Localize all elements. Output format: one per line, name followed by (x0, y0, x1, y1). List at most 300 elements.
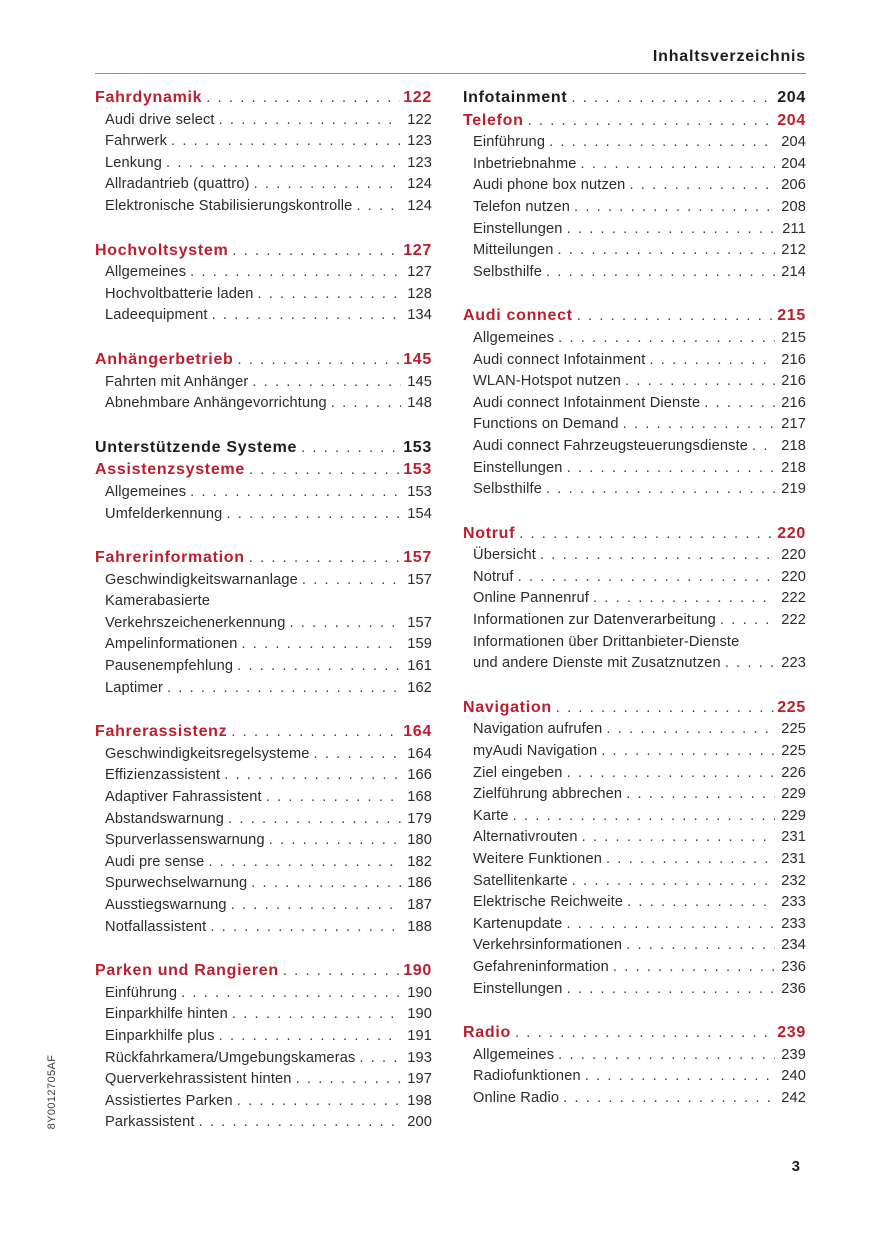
toc-section-title-row (95, 349, 432, 372)
document-part-number: 8Y0012705AF (46, 1054, 58, 1130)
toc-entry-page: 204 (777, 111, 806, 129)
toc-entry-label: Einstellungen (473, 220, 563, 237)
toc-entry-label: Einparkhilfe hinten (105, 1006, 228, 1023)
toc-section (95, 547, 432, 699)
dot-leader (720, 610, 775, 632)
toc-entry-label: Assistenzsysteme (95, 461, 245, 479)
dot-leader (704, 393, 775, 415)
toc-entry-row (463, 219, 806, 241)
toc-entry-label: Gefahreninformation (473, 958, 609, 975)
dot-leader (558, 1045, 775, 1067)
toc-entry-page: 122 (407, 111, 432, 128)
dot-leader (249, 460, 400, 482)
toc-entry-page: 236 (781, 980, 806, 997)
dot-leader (266, 787, 401, 809)
dot-leader (627, 892, 775, 914)
toc-entry-row (95, 305, 432, 327)
dot-leader (567, 458, 775, 480)
toc-entry-page: 197 (407, 1071, 432, 1088)
dot-leader (237, 1091, 401, 1113)
toc-entry-row (95, 873, 432, 895)
toc-entry-label: Einstellungen (473, 980, 563, 997)
toc-section (463, 1022, 806, 1109)
dot-leader (199, 1112, 401, 1134)
toc-entry-label: Online Pannenruf (473, 590, 589, 607)
toc-entry-label: Einparkhilfe plus (105, 1027, 215, 1044)
toc-entry-label: Radio (463, 1024, 511, 1042)
toc-entry-label: Ziel eingeben (473, 764, 563, 781)
toc-entry-row (463, 957, 806, 979)
toc-entry-page: 239 (781, 1046, 806, 1063)
toc-entry-page: 162 (407, 679, 432, 696)
toc-entry-page: 240 (781, 1068, 806, 1085)
toc-entry-page: 179 (407, 810, 432, 827)
dot-leader (567, 763, 775, 785)
toc-entry-row (95, 634, 432, 656)
toc-entry-page: 153 (407, 483, 432, 500)
toc-entry-page: 225 (777, 698, 806, 716)
dot-leader (626, 935, 775, 957)
toc-entry-row (463, 849, 806, 871)
toc-entry-label: Navigation (463, 698, 552, 716)
toc-entry-page: 134 (407, 307, 432, 324)
toc-entry-row (95, 196, 432, 218)
toc-entry-page: 218 (781, 437, 806, 454)
toc-entry-label: Fahrerassistenz (95, 723, 228, 741)
toc-entry-label: Ampelinformationen (105, 636, 238, 653)
toc-entry-row (95, 744, 432, 766)
toc-entry-page: 127 (407, 264, 432, 281)
toc-entry-label: Mitteilungen (473, 242, 554, 259)
toc-entry-row (95, 570, 432, 592)
dot-leader (563, 1088, 775, 1110)
toc-entry-row (463, 175, 806, 197)
toc-entry-row (463, 871, 806, 893)
toc-entry-row (463, 132, 806, 154)
toc-entry-page: 236 (781, 958, 806, 975)
toc-entry-page: 164 (407, 745, 432, 762)
toc-entry-label: Umfelderkennung (105, 505, 223, 522)
toc-entry-label: Unterstützende Systeme (95, 438, 298, 456)
toc-entry-label: Rückfahrkamera/Umgebungskameras (105, 1049, 356, 1066)
toc-entry-row (95, 1069, 432, 1091)
toc-entry-label: Einstellungen (473, 459, 563, 476)
toc-entry-row (95, 262, 432, 284)
toc-entry-row (95, 482, 432, 504)
toc-entry-label: Effizienzassistent (105, 767, 221, 784)
toc-entry-row (95, 613, 432, 635)
dot-leader (269, 830, 401, 852)
toc-entry-row (463, 154, 806, 176)
toc-entry-row (95, 284, 432, 306)
toc-entry-label: Lenkung (105, 154, 163, 171)
toc-entry-label: Kamerabasierte (105, 593, 211, 610)
toc-entry-label: Übersicht (473, 547, 536, 564)
toc-entry-label: Abstandswarnung (105, 810, 225, 827)
toc-entry-label: Kartenupdate (473, 915, 563, 932)
dot-leader (518, 567, 775, 589)
toc-entry-label: Inbetriebnahme (473, 155, 577, 172)
toc-entry-page: 218 (781, 459, 806, 476)
dot-leader (171, 131, 401, 153)
toc-entry-label: Radiofunktionen (473, 1068, 581, 1085)
toc-entry-row (463, 784, 806, 806)
toc-section (463, 697, 806, 1000)
toc-entry-page: 239 (777, 1024, 806, 1042)
toc-entry-page: 211 (782, 220, 806, 237)
toc-entry-label: Notfallassistent (105, 918, 207, 935)
toc-entry-row (463, 1088, 806, 1110)
toc-entry-label: Allradantrieb (quattro) (105, 176, 250, 193)
toc-entry-label: Selbsthilfe (473, 263, 542, 280)
toc-section-title-row (95, 459, 432, 482)
toc-entry-page: 204 (781, 134, 806, 151)
dot-leader (574, 197, 775, 219)
toc-entry-label: Allgemeines (473, 329, 555, 346)
toc-section-title-row (95, 547, 432, 570)
toc-entry-row (95, 765, 432, 787)
dot-leader (228, 809, 401, 831)
dot-leader (252, 372, 401, 394)
toc-entry-label: Audi connect Fahrzeugsteuerungsdienste (473, 437, 749, 454)
toc-entry-page: 229 (781, 786, 806, 803)
toc-entry-label: myAudi Navigation (473, 743, 598, 760)
toc-entry-page: 232 (781, 872, 806, 889)
dot-leader (190, 482, 401, 504)
dot-leader (359, 1048, 401, 1070)
toc-section-title-row (463, 523, 806, 546)
toc-entry-label: Fahrdynamik (95, 89, 203, 106)
toc-entry-label: Navigation aufrufen (473, 721, 603, 738)
toc-entry-page: 187 (407, 897, 432, 913)
toc-entry-label: Audi pre sense (105, 853, 205, 870)
toc-entry-page: 148 (407, 395, 432, 412)
toc-section-title-row (95, 437, 432, 460)
toc-entry-label: Alternativrouten (473, 829, 578, 846)
page-number: 3 (791, 1158, 800, 1175)
toc-entry-label: Informationen über Drittanbieter-Dienste (473, 633, 740, 650)
dot-leader (208, 852, 401, 874)
toc-section-title-row (463, 110, 806, 133)
toc-entry-page: 157 (403, 549, 432, 567)
toc-entry-label: Audi connect (463, 307, 573, 325)
toc-entry-label: Informationen zur Datenverarbeitung (473, 612, 716, 629)
toc-entry-label: Telefon (463, 111, 524, 129)
toc-entry-page: 186 (407, 875, 432, 892)
toc-entry-page: 180 (407, 832, 432, 849)
toc-entry-row (95, 852, 432, 874)
toc-entry-row (463, 1066, 806, 1088)
dot-leader (540, 545, 775, 567)
toc-entry-label: Allgemeines (105, 264, 187, 281)
toc-entry-page: 153 (403, 461, 432, 479)
toc-entry-row (463, 567, 806, 589)
toc-entry-page: 182 (407, 853, 432, 870)
toc-entry-page: 122 (403, 89, 432, 106)
dot-leader (296, 1069, 401, 1091)
toc-entry-page: 242 (781, 1089, 806, 1106)
dot-leader (251, 873, 401, 895)
toc-entry-page: 220 (781, 547, 806, 564)
toc-entry-row (463, 479, 806, 501)
dot-leader (629, 175, 775, 197)
toc-entry-page: 157 (407, 571, 432, 588)
toc-entry-label: Anhängerbetrieb (95, 350, 234, 368)
dot-leader (210, 917, 401, 939)
toc-entry-page: 145 (403, 350, 432, 368)
toc-section-title-row (463, 87, 806, 110)
toc-entry-label: Satellitenkarte (473, 872, 568, 889)
toc-entry-page: 234 (781, 937, 806, 954)
dot-leader (546, 479, 775, 501)
toc-column (95, 87, 432, 1134)
dot-leader (581, 154, 775, 176)
toc-entry-label: Hochvoltbatterie laden (105, 285, 254, 302)
toc-entry-row (95, 393, 432, 415)
toc-entry-label: Notruf (473, 568, 514, 585)
toc-section (95, 960, 432, 1134)
toc-entry-row (463, 545, 806, 567)
toc-entry-label: Fahrten mit Anhänger (105, 373, 249, 390)
toc-entry-row (463, 763, 806, 785)
toc-entry-page: 190 (407, 1006, 432, 1023)
toc-entry-row (463, 197, 806, 219)
toc-entry-label: Einführung (473, 134, 546, 151)
dot-leader (585, 1066, 775, 1088)
toc-entry-page: 217 (781, 416, 806, 433)
dot-leader (242, 634, 402, 656)
toc-section-title-row (463, 305, 806, 328)
toc-entry-label: Zielführung abbrechen (473, 786, 623, 803)
toc-entry-row (95, 1026, 432, 1048)
toc-entry-label: Weitere Funktionen (473, 851, 602, 867)
toc-entry-label: Telefon nutzen (473, 198, 571, 215)
toc-entry-row (463, 240, 806, 262)
dot-leader (650, 350, 776, 372)
toc-entry-page: 233 (781, 894, 806, 911)
dot-leader (219, 110, 401, 132)
dot-leader (606, 849, 775, 871)
toc-entry-label: WLAN-Hotspot nutzen (473, 373, 622, 390)
toc-page (95, 48, 806, 1134)
toc-entry-label: Adaptiver Fahrassistent (105, 789, 262, 806)
toc-entry-label: Allgemeines (105, 483, 187, 500)
toc-entry-label: Pausenempfehlung (105, 658, 234, 675)
toc-entry-row (95, 110, 432, 132)
toc-entry-label: Geschwindigkeitsregelsysteme (105, 745, 310, 762)
toc-section-title-row (95, 240, 432, 263)
toc-entry-row (463, 935, 806, 957)
toc-entry-label: Audi connect Infotainment (473, 351, 646, 368)
toc-entry-label: Karte (473, 807, 509, 824)
toc-entry-label: Parkassistent (105, 1114, 195, 1131)
toc-entry-page: 161 (407, 658, 432, 675)
dot-leader (626, 784, 775, 806)
dot-leader (231, 722, 400, 744)
dot-leader (302, 570, 401, 592)
toc-section-title-row (95, 721, 432, 744)
dot-leader (301, 438, 400, 460)
toc-entry-label: Laptimer (105, 679, 163, 696)
dot-leader (232, 241, 400, 263)
toc-section-title-row (95, 960, 432, 983)
dot-leader (549, 132, 775, 154)
toc-entry-row (95, 1091, 432, 1113)
toc-entry-page: 220 (781, 568, 806, 585)
toc-entry-page: 188 (407, 918, 432, 935)
toc-entry-page: 153 (403, 438, 432, 456)
toc-entry-label: Geschwindigkeitswarnanlage (105, 571, 298, 588)
toc-entry-row (95, 809, 432, 831)
toc-entry-page: 204 (777, 89, 806, 106)
toc-entry-label: Ladeequipment (105, 307, 208, 324)
dot-leader (249, 548, 401, 570)
dot-leader (190, 262, 401, 284)
dot-leader (181, 983, 401, 1005)
dot-leader (625, 371, 775, 393)
toc-entry-label: Elektrische Reichweite (473, 894, 624, 911)
toc-entry-label: Selbsthilfe (473, 481, 542, 498)
dot-leader (577, 306, 774, 328)
toc-entry-label: Ausstiegswarnung (105, 897, 227, 913)
toc-entry-page: 198 (407, 1092, 432, 1109)
dot-leader (224, 765, 401, 787)
toc-entry-label: Spurverlassenswarnung (105, 832, 265, 849)
toc-section (95, 87, 432, 218)
toc-entry-page: 219 (781, 481, 806, 498)
toc-section-title-row (463, 1022, 806, 1045)
toc-entry-label: Verkehrsinformationen (473, 937, 623, 954)
toc-entry-row (463, 914, 806, 936)
toc-entry-row (463, 350, 806, 372)
page-header-title: Inhaltsverzeichnis (95, 48, 806, 74)
toc-entry-row (463, 741, 806, 763)
toc-entry-label: Fahrerinformation (95, 549, 245, 567)
dot-leader (167, 678, 401, 700)
dot-leader (725, 653, 775, 675)
toc-entry-page: 166 (407, 767, 432, 784)
toc-entry-page: 145 (407, 373, 432, 390)
dot-leader (572, 871, 775, 893)
toc-entry-row (95, 591, 432, 613)
dot-leader (231, 895, 401, 917)
dot-leader (166, 153, 401, 175)
toc-entry-label: Notruf (463, 524, 516, 542)
toc-entry-page: 200 (407, 1114, 432, 1131)
toc-entry-page: 164 (403, 723, 432, 741)
toc-entry-page: 190 (407, 984, 432, 1001)
toc-entry-page: 206 (781, 177, 806, 194)
toc-entry-row (95, 504, 432, 526)
dot-leader (593, 588, 775, 610)
dot-leader (258, 284, 401, 306)
dot-leader (314, 744, 401, 766)
toc-entry-row (463, 458, 806, 480)
toc-entry-page: 222 (781, 612, 806, 629)
dot-leader (232, 1004, 401, 1026)
toc-entry-label: Hochvoltsystem (95, 241, 229, 259)
toc-entry-row (463, 806, 806, 828)
toc-entry-label: Functions on Demand (473, 416, 619, 433)
toc-entry-row (463, 371, 806, 393)
dot-leader (566, 914, 775, 936)
toc-entry-page: 222 (781, 590, 806, 607)
toc-entry-label: Assistiertes Parken (105, 1092, 233, 1109)
toc-entry-page: 159 (407, 636, 432, 653)
toc-entry-label: Parken und Rangieren (95, 962, 279, 980)
dot-leader (238, 350, 401, 372)
toc-entry-label: Abnehmbare Anhängevorrichtung (105, 395, 327, 412)
toc-entry-label: Querverkehrassistent hinten (105, 1071, 292, 1088)
toc-entry-page: 193 (407, 1049, 432, 1066)
toc-entry-label: Online Radio (473, 1089, 560, 1106)
toc-entry-label: Audi drive select (105, 111, 215, 128)
toc-entry-row (95, 1048, 432, 1070)
toc-entry-page: 123 (407, 133, 432, 150)
dot-leader (601, 741, 775, 763)
toc-entry-label: und andere Dienste mit Zusatznutzen (473, 655, 721, 672)
toc-entry-label: Audi connect Infotainment Dienste (473, 394, 701, 411)
toc-entry-row (463, 892, 806, 914)
dot-leader (206, 88, 400, 110)
dot-leader (226, 504, 401, 526)
dot-leader (289, 613, 401, 635)
dot-leader (283, 961, 400, 983)
dot-leader (237, 656, 401, 678)
toc-entry-row (463, 436, 806, 458)
toc-entry-row (463, 827, 806, 849)
toc-entry-label: Einführung (105, 984, 178, 1001)
toc-entry-page: 223 (781, 655, 806, 672)
toc-entry-row (95, 787, 432, 809)
toc-entry-page: 154 (407, 505, 432, 522)
toc-entry-page: 216 (781, 351, 806, 368)
toc-entry-page: 190 (403, 962, 432, 980)
toc-entry-row (463, 588, 806, 610)
dot-leader (212, 305, 401, 327)
toc-entry-row (95, 983, 432, 1005)
toc-section-title-row (95, 87, 432, 110)
toc-entry-page: 216 (781, 394, 806, 411)
toc-entry-page: 128 (407, 285, 432, 302)
dot-leader (571, 88, 774, 110)
dot-leader (558, 328, 775, 350)
dot-leader (623, 414, 775, 436)
toc-entry-page: 208 (781, 198, 806, 215)
dot-leader (528, 111, 775, 133)
toc-entry-page: 191 (407, 1027, 432, 1044)
toc-section (95, 349, 432, 415)
toc-section (95, 240, 432, 327)
toc-entry-row (95, 678, 432, 700)
toc-entry-page: 233 (781, 915, 806, 932)
toc-entry-page: 226 (781, 764, 806, 781)
toc-entry-row (95, 372, 432, 394)
toc-entry-page: 123 (407, 154, 432, 171)
toc-entry-page: 225 (781, 721, 806, 738)
toc-entry-label: Fahrwerk (105, 133, 168, 150)
toc-entry-label: Allgemeines (473, 1046, 555, 1063)
toc-section (463, 523, 806, 675)
dot-leader (752, 436, 775, 458)
toc-entry-row (463, 414, 806, 436)
toc-section (463, 87, 806, 283)
toc-entry-row (95, 917, 432, 939)
toc-entry-page: 212 (781, 242, 806, 259)
dot-leader (582, 827, 775, 849)
toc-entry-row (463, 262, 806, 284)
toc-entry-page: 168 (407, 789, 432, 806)
